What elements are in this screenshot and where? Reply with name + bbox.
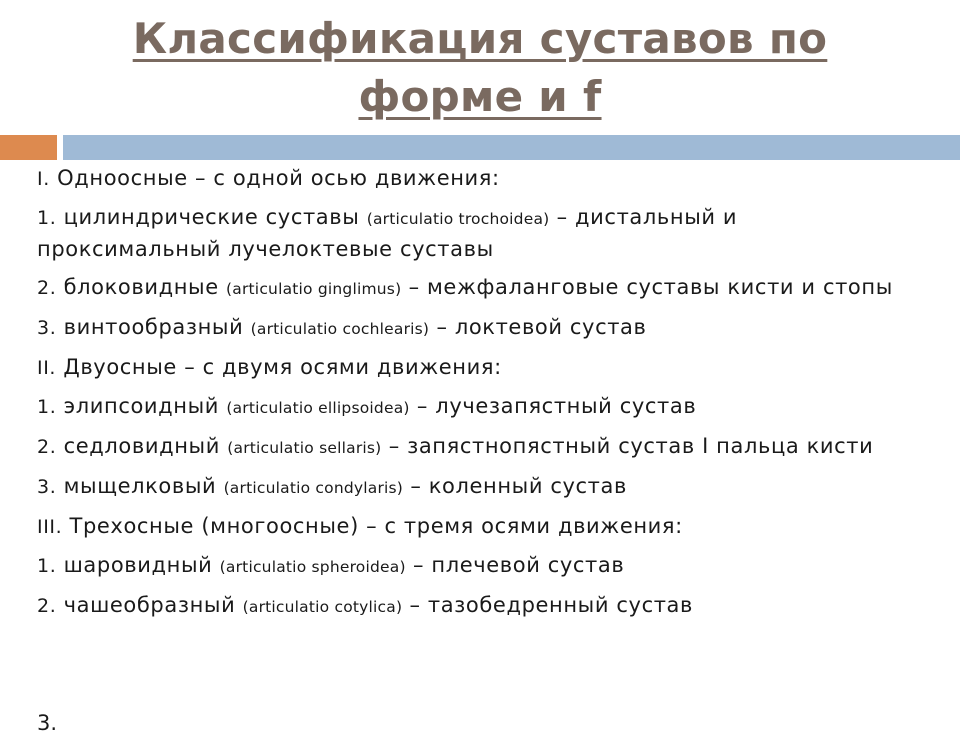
list-item (37, 511, 917, 542)
item-text: Двуосные – с двумя осями движения: (56, 355, 502, 379)
list-item (37, 550, 917, 582)
item-latin-term: (articulatio cotylica) (242, 598, 403, 616)
list-item (37, 590, 917, 622)
item-text: блоковидные (56, 275, 227, 299)
list-item (37, 272, 917, 304)
item-text: цилиндрические суставы (56, 205, 367, 229)
item-latin-term: (articulatio ginglimus) (226, 280, 402, 298)
item-number: III. (37, 516, 63, 538)
item-number: I. (37, 168, 50, 190)
slide-title-line-1: Классификация суставов по (132, 14, 828, 63)
item-number: 2. (37, 436, 57, 458)
item-number: 2. (37, 277, 57, 299)
accent-bar-orange (0, 135, 57, 160)
list-item (37, 163, 917, 194)
item-text: элипсоидный (56, 394, 227, 418)
item-number: 1. (37, 396, 57, 418)
item-example: – лучезапястный сустав (409, 394, 697, 418)
item-latin-term: (articulatio ellipsoidea) (226, 399, 410, 417)
item-example: – коленный сустав (403, 474, 627, 498)
list-item (37, 471, 917, 503)
item-text: седловидный (56, 434, 228, 458)
cut-off-list-item: 3. (37, 711, 58, 735)
item-number: 1. (37, 207, 57, 229)
item-latin-term: (articulatio cochlearis) (250, 320, 430, 338)
accent-bar-blue (63, 135, 960, 160)
list-item (37, 312, 917, 344)
item-number: II. (37, 357, 57, 379)
slide-title-line-2: форме и f (358, 72, 602, 121)
item-text: мыщелковый (56, 474, 224, 498)
item-latin-term: (articulatio sellaris) (227, 439, 382, 457)
item-number: 2. (37, 595, 57, 617)
item-example: – плечевой сустав (405, 553, 625, 577)
item-example: – запястнопястный сустав I пальца кисти (381, 434, 874, 458)
item-latin-term: (articulatio trochoidea) (366, 210, 550, 228)
item-example: – дистальный и проксимальный лучелоктевые суставы (37, 205, 738, 261)
item-text: шаровидный (56, 553, 220, 577)
item-example: – межфаланговые суставы кисти и стопы (401, 275, 893, 299)
list-item (37, 202, 917, 264)
item-number: 3. (37, 317, 57, 339)
item-example: – тазобедренный сустав (402, 593, 693, 617)
item-number: 1. (37, 555, 57, 577)
list-item (37, 431, 917, 463)
item-number: 3. (37, 476, 57, 498)
classification-list (37, 163, 917, 630)
slide-title (60, 10, 900, 126)
list-item (37, 352, 917, 383)
item-text: чашеобразный (56, 593, 243, 617)
item-text: Трехосные (многоосные) – с тремя осями движения: (62, 514, 683, 538)
item-text: Одноосные – с одной осью движения: (49, 166, 500, 190)
item-latin-term: (articulatio spheroidea) (219, 558, 406, 576)
item-example: – локтевой сустав (429, 315, 647, 339)
item-text: винтообразный (56, 315, 251, 339)
item-latin-term: (articulatio condylaris) (223, 479, 404, 497)
list-item (37, 391, 917, 423)
